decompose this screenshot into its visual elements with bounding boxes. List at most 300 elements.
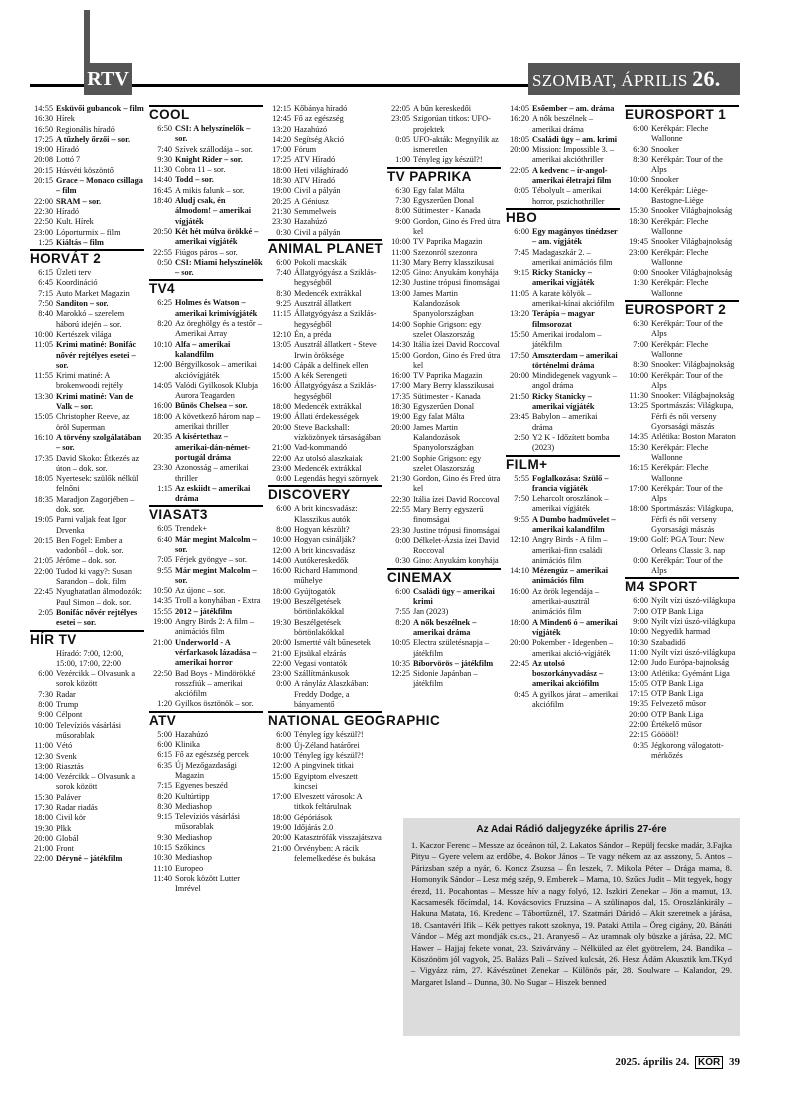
program-row [268, 751, 382, 761]
program-time: 15:00 [272, 771, 291, 781]
program-row [30, 824, 144, 834]
program-time: 23:30 [391, 525, 410, 535]
program-title: Holmes és Watson – amerikai krimivígjáték [175, 298, 258, 318]
program-time: 0:00 [276, 474, 291, 484]
program-title: Krimi matiné: Bonifác nővér rejtélyes esetei – sor. [56, 340, 137, 370]
program-title: Ejtsükal elzárás [294, 648, 347, 658]
program-time: 16:30 [34, 114, 53, 124]
program-time: 23:00 [34, 227, 53, 237]
program-time: 7:30 [395, 196, 410, 206]
program-row [506, 248, 620, 269]
program-row [268, 556, 382, 566]
program-time: 23:30 [153, 463, 172, 473]
program-title: Kerékpár: Fleche Wallonne [651, 124, 709, 144]
program-row [625, 741, 739, 762]
channel-header: TV4 [149, 279, 263, 297]
program-title: Hogyan csinálják? [294, 535, 356, 545]
program-time: 0:05 [395, 134, 410, 144]
program-title: Állatgyógyász a Sziklás-hegységből [294, 381, 377, 401]
program-row [625, 443, 739, 464]
program-row [268, 258, 382, 268]
program-title: A brit kincsvadász: Klasszikus autók [294, 504, 358, 524]
program-time: 6:30 [633, 144, 648, 154]
program-title: Gino: Anyukám konyhája [413, 556, 499, 566]
program-title: Autókereskedők [294, 555, 349, 565]
program-row [149, 730, 263, 740]
program-title: Szőkincs [175, 843, 205, 852]
program-row [387, 638, 501, 659]
program-title: Lottó 7 [56, 155, 81, 165]
program-time: 22:50 [153, 668, 172, 678]
program-row [506, 566, 620, 587]
program-title: Legendás hegyi szörnyek [294, 474, 379, 484]
program-time: 6:25 [157, 298, 172, 308]
program-title: A következő három nap – amerikai thriller [175, 411, 261, 432]
program-time: 1:20 [157, 699, 172, 709]
program-title: Már megint Malcolm – sor. [175, 565, 257, 585]
program-row [149, 833, 263, 843]
program-time: 19:00 [272, 186, 291, 196]
program-time: 14:35 [629, 432, 648, 442]
program-row [30, 587, 144, 608]
program-time: 18:30 [629, 216, 648, 226]
program-time: 10:00 [629, 370, 648, 380]
program-row [149, 750, 263, 760]
program-row [268, 454, 382, 464]
program-time: 15:55 [153, 606, 172, 616]
program-time: 19:00 [153, 617, 172, 627]
program-time: 23:30 [272, 217, 291, 227]
program-row [387, 186, 501, 196]
program-title: Alfa – amerikai kalandfilm [175, 339, 231, 359]
program-time: 11:00 [629, 647, 648, 657]
program-title: Fő az egészség [294, 114, 344, 124]
program-time: 7:15 [157, 781, 172, 791]
program-time: 17:35 [391, 391, 410, 401]
program-time: 13:20 [272, 124, 291, 134]
program-row [268, 217, 382, 227]
program-row [387, 371, 501, 381]
program-time: 0:45 [514, 689, 529, 699]
program-row [268, 669, 382, 679]
program-title: Férjek gyöngye – sor. [175, 555, 247, 565]
program-time: 10:00 [272, 750, 291, 760]
program-time: 8:30 [276, 288, 291, 298]
program-time: 9:30 [157, 832, 172, 842]
program-time: 10:15 [153, 843, 172, 852]
program-time: 11:30 [391, 257, 410, 267]
program-row [387, 135, 501, 156]
program-row [268, 402, 382, 412]
program-row [149, 196, 263, 227]
program-time: 6:15 [38, 268, 53, 278]
program-time: 14:30 [391, 340, 410, 350]
program-time: 8:00 [276, 740, 291, 750]
program-row [387, 402, 501, 412]
program-row [268, 525, 382, 535]
program-row [268, 423, 382, 444]
program-time [30, 649, 56, 670]
program-row [268, 618, 382, 639]
program-title: A gyilkos járat – amerikai akciófilm [532, 689, 619, 710]
channel-header: M4 SPORT [625, 577, 739, 595]
program-row [30, 752, 144, 762]
program-time: 10:00 [34, 329, 53, 339]
program-time: 15:30 [629, 442, 648, 452]
program-row [387, 217, 501, 238]
program-row [30, 207, 144, 217]
program-title: Állatgyógyász a Sziklás-hegységből [294, 309, 377, 329]
program-time: 16:10 [34, 432, 53, 442]
program-time: 18:40 [153, 196, 172, 206]
program-row [268, 833, 382, 843]
program-title: Svenk [56, 751, 77, 761]
program-time: 12:00 [629, 658, 648, 668]
program-row [149, 248, 263, 258]
program-row [268, 638, 382, 648]
program-title: Kerékpár: Tour of the Alps [651, 370, 723, 390]
program-time: 16:00 [391, 371, 410, 381]
program-time: 14:35 [153, 596, 172, 606]
program-row [268, 823, 382, 833]
program-title: Riasztás [56, 761, 84, 771]
program-row [387, 248, 501, 258]
program-title: Új Mezőgazdasági Magazin [175, 760, 237, 780]
program-time: 22:00 [629, 720, 648, 730]
program-time: 7:40 [157, 144, 172, 154]
program-time: 18:00 [34, 813, 53, 823]
program-title: OTP Bank Liga [651, 678, 704, 688]
channel-header: EUROSPORT 2 [625, 300, 739, 318]
program-title: Mary Berry egyszerű finomságai [413, 504, 484, 525]
program-time: 7:00 [633, 339, 648, 349]
program-time: 22:50 [34, 217, 53, 227]
program-time: 14:10 [510, 566, 529, 576]
program-time: 20:00 [272, 638, 291, 648]
program-time: 14:00 [391, 319, 410, 329]
program-time: 22:00 [34, 854, 53, 864]
program-time: 17:25 [272, 155, 291, 165]
program-time: 12:00 [272, 761, 291, 771]
program-title: Már megint Malcolm – sor. [175, 534, 257, 554]
program-time: 22:00 [272, 658, 291, 668]
program-row [625, 648, 739, 658]
program-row [387, 526, 501, 536]
program-title: TV Paprika Magazin [413, 371, 483, 381]
date-prefix: SZOMBAT, ÁPRILIS [532, 71, 688, 90]
program-title: Kerékpár: Liège-Bastogne-Liège [651, 185, 708, 206]
adai-title: Az Adai Rádió daljegyzéke április 27-ére [476, 824, 667, 835]
program-row [30, 669, 144, 690]
program-time: 8:40 [38, 309, 53, 319]
page-number: 39 [729, 1056, 740, 1068]
program-title: Trendek+ [175, 524, 208, 534]
program-title: Semmelweis [294, 206, 337, 216]
program-time: 6:00 [276, 730, 291, 740]
program-row [30, 135, 144, 145]
program-time: 8:20 [157, 319, 172, 329]
program-title: Snooker: Világbajnokság [651, 391, 735, 401]
program-time: 20:00 [272, 422, 291, 432]
program-time: 11:00 [34, 741, 53, 751]
program-row [30, 813, 144, 823]
adai-radio-box [403, 818, 740, 1036]
program-time: 20:00 [34, 833, 53, 843]
program-time: 5:00 [157, 729, 172, 739]
program-row [625, 206, 739, 216]
program-title: Leharcolt oroszlánok – amerikai vígjáték [532, 494, 609, 514]
program-time: 21:00 [153, 637, 172, 647]
program-title: Gino: Anyukám konyhája [413, 268, 499, 278]
program-time: 18:00 [629, 504, 648, 514]
program-title: Gööööl! [651, 730, 679, 740]
program-time: 7:05 [157, 555, 172, 565]
program-title: Állatgyógyász a Sziklás-hegységből [294, 268, 377, 288]
program-time: 6:35 [157, 760, 172, 770]
program-title: Tényleg így készül?! [413, 155, 483, 165]
program-title: Tébolyult – amerikai horror, pszichothriller [532, 186, 605, 206]
program-title: Itália ízei David Roccoval [413, 340, 500, 350]
program-title: Hogyan készült? [294, 524, 350, 534]
program-row [625, 658, 739, 668]
program-row [149, 124, 263, 145]
program-time: 7:55 [395, 607, 410, 617]
program-time: 20:00 [510, 145, 529, 155]
channel-header: ANIMAL PLANET [268, 240, 384, 256]
program-time: 15:00 [272, 371, 291, 381]
program-title: Medencék extrákkal [294, 288, 362, 298]
program-time: 18:30 [391, 402, 410, 412]
program-title: Angry Birds - A film – amerikai-finn családi animációs film [532, 535, 608, 565]
program-title: Örvényben: A rácik felemelkedése és bukása [294, 843, 376, 863]
program-row [506, 412, 620, 433]
program-time: 18:00 [510, 617, 529, 627]
program-time: 8:20 [395, 617, 410, 627]
program-row [506, 135, 620, 145]
program-row [268, 104, 382, 114]
program-row [268, 135, 382, 145]
program-title: Felvezető műsor [651, 699, 707, 709]
program-title: Ismertté vált bűnesetek [294, 638, 371, 648]
program-title: Fórum [294, 145, 317, 155]
program-time: 12:15 [272, 104, 291, 113]
program-title: Civil a pályán [294, 186, 341, 196]
program-row [268, 268, 382, 289]
program-row [625, 679, 739, 689]
program-row [387, 505, 501, 526]
program-row [30, 762, 144, 772]
program-time: 17:00 [391, 381, 410, 391]
program-time: 19:05 [34, 515, 53, 525]
program-title: Atlétika: Gyémánt Liga [651, 668, 730, 678]
program-title: Angry Birds 2: A film – animációs film [175, 617, 255, 637]
program-title: Híradó [56, 145, 80, 155]
schedule-column-6 [625, 104, 739, 761]
program-time: 13:00 [34, 761, 53, 771]
program-title: Az öreghölgy és a testőr – Amerikai Array [175, 319, 262, 339]
program-row [625, 638, 739, 648]
program-row [30, 721, 144, 742]
program-time: 12:25 [391, 669, 410, 679]
program-title: Civil kör [56, 813, 86, 823]
program-title: OTP Bank Liga [651, 709, 704, 719]
program-title: Terápia – magyar filmsorozat [532, 309, 595, 329]
program-time: 21:30 [391, 474, 410, 484]
program-row [149, 617, 263, 638]
program-time: 20:00 [510, 371, 529, 381]
program-title: Délkelet-Ázsia ízei David Roccoval [413, 535, 500, 556]
program-row [268, 340, 382, 361]
program-time: 0:00 [276, 679, 291, 689]
program-title: Húsvéti köszöntő [56, 165, 114, 175]
program-title: Klinika [175, 740, 200, 750]
program-time: 13:00 [391, 288, 410, 298]
program-title: Gordon, Gino és Fred útra kel [413, 474, 501, 494]
program-time: 22:45 [510, 658, 529, 668]
program-time: 10:00 [391, 237, 410, 247]
program-time: 21:50 [510, 391, 529, 401]
program-row [149, 781, 263, 791]
program-row [387, 258, 501, 268]
program-title: Kerékpár: Fleche Wallonne [651, 247, 709, 267]
program-title: A kísértethaz – amerikai-dán-német-portugál dráma [175, 432, 251, 462]
program-row [268, 844, 382, 865]
program-row [30, 556, 144, 566]
program-row [625, 319, 739, 340]
program-time: 9:15 [514, 268, 529, 278]
program-time: 12:10 [510, 535, 529, 545]
program-row [149, 463, 263, 484]
program-title: Tényleg így készül?! [294, 750, 364, 760]
program-time: 8:20 [157, 791, 172, 801]
program-time: 1:25 [38, 237, 53, 247]
program-title: Kerékpár: Fleche Wallonne [651, 442, 709, 462]
program-row [268, 207, 382, 217]
program-time: 19:00 [272, 823, 291, 832]
program-time: 22:30 [391, 494, 410, 504]
program-time: 17:15 [629, 689, 648, 699]
program-row [30, 741, 144, 751]
program-time: 6:00 [276, 257, 291, 267]
program-time: 8:30 [633, 154, 648, 164]
program-time: 17:35 [34, 453, 53, 463]
program-time: 14:55 [34, 104, 53, 113]
program-title: TV Paprika Magazin [413, 237, 483, 247]
program-title: Valódi Gyilkosok Klubja Aurora Teagarden [175, 380, 258, 401]
program-time: 7:30 [38, 689, 53, 699]
program-time: 19:30 [272, 617, 291, 627]
program-row [30, 690, 144, 700]
program-time: 16:50 [34, 124, 53, 134]
program-title: Sportmászás: Világkupa, Férfi és női verseny Gyorsasági mászás [651, 401, 734, 432]
program-time: 7:50 [38, 299, 53, 309]
program-title: Egy falat Málta [413, 412, 465, 422]
program-title: Radar [56, 689, 76, 699]
program-title: Híradó: 7:00, 12:00, 15:00, 17:00, 22:00 [56, 648, 124, 668]
program-title: Szigorúan titkos: UFO-projektek [413, 114, 491, 134]
program-time: 8:00 [38, 700, 53, 710]
program-row [387, 556, 501, 566]
program-row [30, 793, 144, 803]
program-row [625, 124, 739, 145]
program-title: Családi ügy – am. krimi [532, 134, 618, 144]
program-time: 15:05 [629, 678, 648, 688]
program-row [30, 710, 144, 720]
channel-header: ATV [149, 711, 263, 729]
program-title: Richard Hammond műhelye [294, 566, 358, 586]
program-time: 22:30 [34, 206, 53, 216]
program-row [625, 340, 739, 361]
program-time: 19:45 [629, 237, 648, 247]
program-row [625, 268, 739, 278]
program-title: Hazahúzó [294, 217, 328, 227]
program-title: Egy magányos tinédzser – am. vígjáték [532, 226, 618, 247]
program-row [149, 145, 263, 155]
program-time: 11:55 [34, 371, 53, 381]
program-row [30, 700, 144, 710]
program-row [506, 114, 620, 135]
program-row [30, 454, 144, 475]
program-time: 22:55 [153, 247, 172, 257]
program-title: James Martin Kalandozások Spanyolországban [413, 422, 474, 453]
program-time: 14:00 [34, 772, 53, 782]
program-time: 10:35 [391, 658, 410, 668]
program-row [268, 587, 382, 597]
program-time: 14:20 [272, 134, 291, 144]
program-title: Radar riadás [56, 803, 98, 812]
program-row [506, 186, 620, 207]
program-time: 10:05 [391, 638, 410, 648]
program-time: 19:30 [34, 823, 53, 833]
program-row [268, 381, 382, 402]
program-row [268, 289, 382, 299]
program-title: Televíziós vásárlási műsorablak [56, 720, 122, 740]
program-time: 20:25 [272, 196, 291, 206]
program-time: 20:15 [34, 165, 53, 175]
schedule-column-1 [30, 104, 144, 865]
program-title: Bonifác nővér rejtélyes esetei – sor. [56, 607, 138, 628]
program-title: Hazahúzó [294, 124, 328, 134]
program-time: 10:00 [629, 627, 648, 637]
program-time: 15:00 [391, 350, 410, 360]
program-title: Két hét múlva örökké – amerikai vígjáték [175, 226, 259, 247]
program-time: 0:00 [395, 535, 410, 545]
program-time: 1:15 [157, 483, 172, 493]
program-time: 23:00 [272, 463, 291, 473]
program-row [625, 596, 739, 606]
program-title: Új-Zéland határőrei [294, 740, 360, 750]
program-title: ATV Híradó [294, 155, 336, 165]
program-time: 12:30 [34, 751, 53, 761]
program-title: Justine trópusi finomságai [413, 278, 501, 288]
schedule-column-4 [387, 104, 501, 690]
program-time: 19:00 [34, 145, 53, 155]
program-title: Knight Rider – sor. [175, 154, 243, 164]
program-row [149, 812, 263, 833]
program-time: 6:00 [276, 504, 291, 514]
program-row [625, 463, 739, 484]
program-row [506, 659, 620, 690]
program-time: 1:30 [633, 278, 648, 288]
program-title: Kerékpár: Fleche Wallonne [651, 278, 709, 298]
program-title: Híradó [56, 206, 80, 216]
program-title: Nyílt vízi úszó-világkupa [651, 647, 736, 657]
program-time: 14:05 [153, 380, 172, 390]
program-row [30, 567, 144, 588]
program-title: Esőember – am. dráma [532, 104, 615, 113]
program-row [30, 608, 144, 629]
program-title: Cobra 11 – sor. [175, 165, 226, 175]
